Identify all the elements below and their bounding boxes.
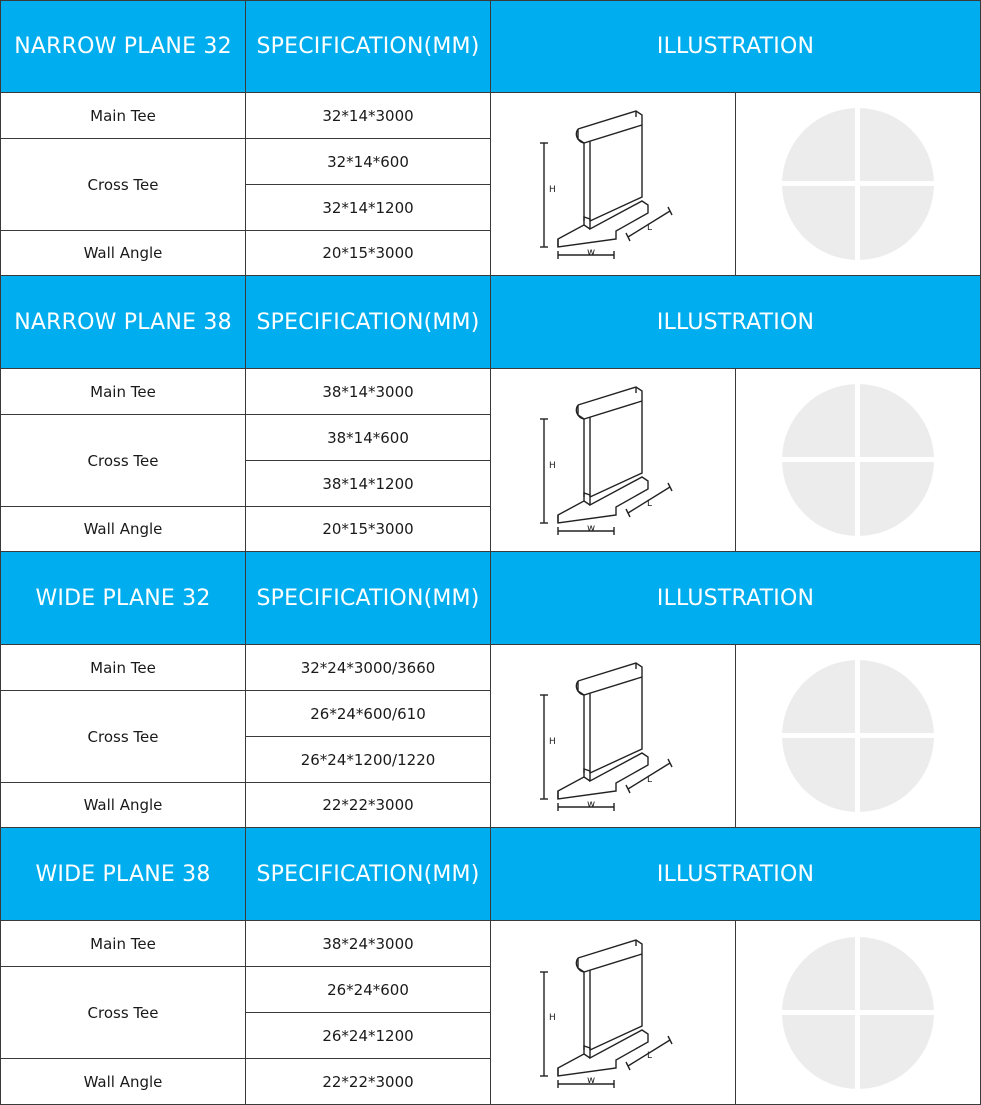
main-tee-label: Main Tee <box>0 645 246 691</box>
main-tee-spec: 38*14*3000 <box>246 369 491 415</box>
section-narrow-plane-32 <box>0 0 981 276</box>
wall-angle-label: Wall Angle <box>0 1059 246 1105</box>
height-label: H <box>549 185 556 195</box>
section-title: NARROW PLANE 38 <box>0 276 246 369</box>
spec-header: SPECIFICATION(MM) <box>246 552 491 645</box>
cross-tee-spec-2: 38*14*1200 <box>246 461 491 507</box>
spec-header: SPECIFICATION(MM) <box>246 276 491 369</box>
cross-tee-spec-1: 26*24*600/610 <box>246 691 491 737</box>
cross-tee-label: Cross Tee <box>0 967 246 1059</box>
wall-angle-spec: 20*15*3000 <box>246 231 491 276</box>
section-title: WIDE PLANE 38 <box>0 828 246 921</box>
round-cross-layout-icon <box>736 645 981 828</box>
cross-tee-spec-1: 38*14*600 <box>246 415 491 461</box>
round-cross-layout-icon <box>736 921 981 1105</box>
main-tee-label: Main Tee <box>0 921 246 967</box>
height-label: H <box>549 461 556 471</box>
round-cross-layout-icon <box>736 93 981 276</box>
length-label: L <box>647 223 653 233</box>
cross-tee-label: Cross Tee <box>0 691 246 783</box>
width-label: w <box>587 799 596 810</box>
width-label: w <box>587 1075 596 1086</box>
cross-tee-spec-2: 32*14*1200 <box>246 185 491 231</box>
cross-tee-spec-1: 32*14*600 <box>246 139 491 185</box>
width-label: w <box>587 247 596 258</box>
section-title: WIDE PLANE 32 <box>0 552 246 645</box>
illustration-header: ILLUSTRATION <box>491 552 981 645</box>
cross-tee-spec-2: 26*24*1200/1220 <box>246 737 491 783</box>
tee-profile-drawing-icon <box>491 93 736 276</box>
cross-tee-spec-1: 26*24*600 <box>246 967 491 1013</box>
wall-angle-spec: 22*22*3000 <box>246 1059 491 1105</box>
wall-angle-label: Wall Angle <box>0 783 246 828</box>
width-label: w <box>587 523 596 534</box>
main-tee-label: Main Tee <box>0 93 246 139</box>
illustration-header: ILLUSTRATION <box>491 0 981 93</box>
tee-profile-drawing-icon <box>491 921 736 1105</box>
height-label: H <box>549 1013 556 1023</box>
illustration-header: ILLUSTRATION <box>491 276 981 369</box>
main-tee-spec: 32*24*3000/3660 <box>246 645 491 691</box>
tee-profile-drawing-icon <box>491 645 736 828</box>
cross-tee-label: Cross Tee <box>0 415 246 507</box>
section-wide-plane-38 <box>0 828 981 1105</box>
height-label: H <box>549 737 556 747</box>
tee-profile-drawing-icon <box>491 369 736 552</box>
wall-angle-spec: 22*22*3000 <box>246 783 491 828</box>
length-label: L <box>647 1051 653 1061</box>
length-label: L <box>647 775 653 785</box>
spec-header: SPECIFICATION(MM) <box>246 0 491 93</box>
section-title: NARROW PLANE 32 <box>0 0 246 93</box>
section-wide-plane-32 <box>0 552 981 828</box>
wall-angle-spec: 20*15*3000 <box>246 507 491 552</box>
main-tee-spec: 32*14*3000 <box>246 93 491 139</box>
cross-tee-spec-2: 26*24*1200 <box>246 1013 491 1059</box>
main-tee-spec: 38*24*3000 <box>246 921 491 967</box>
cross-tee-label: Cross Tee <box>0 139 246 231</box>
main-tee-label: Main Tee <box>0 369 246 415</box>
wall-angle-label: Wall Angle <box>0 231 246 276</box>
section-narrow-plane-38 <box>0 276 981 552</box>
wall-angle-label: Wall Angle <box>0 507 246 552</box>
round-cross-layout-icon <box>736 369 981 552</box>
spec-header: SPECIFICATION(MM) <box>246 828 491 921</box>
length-label: L <box>647 499 653 509</box>
illustration-header: ILLUSTRATION <box>491 828 981 921</box>
